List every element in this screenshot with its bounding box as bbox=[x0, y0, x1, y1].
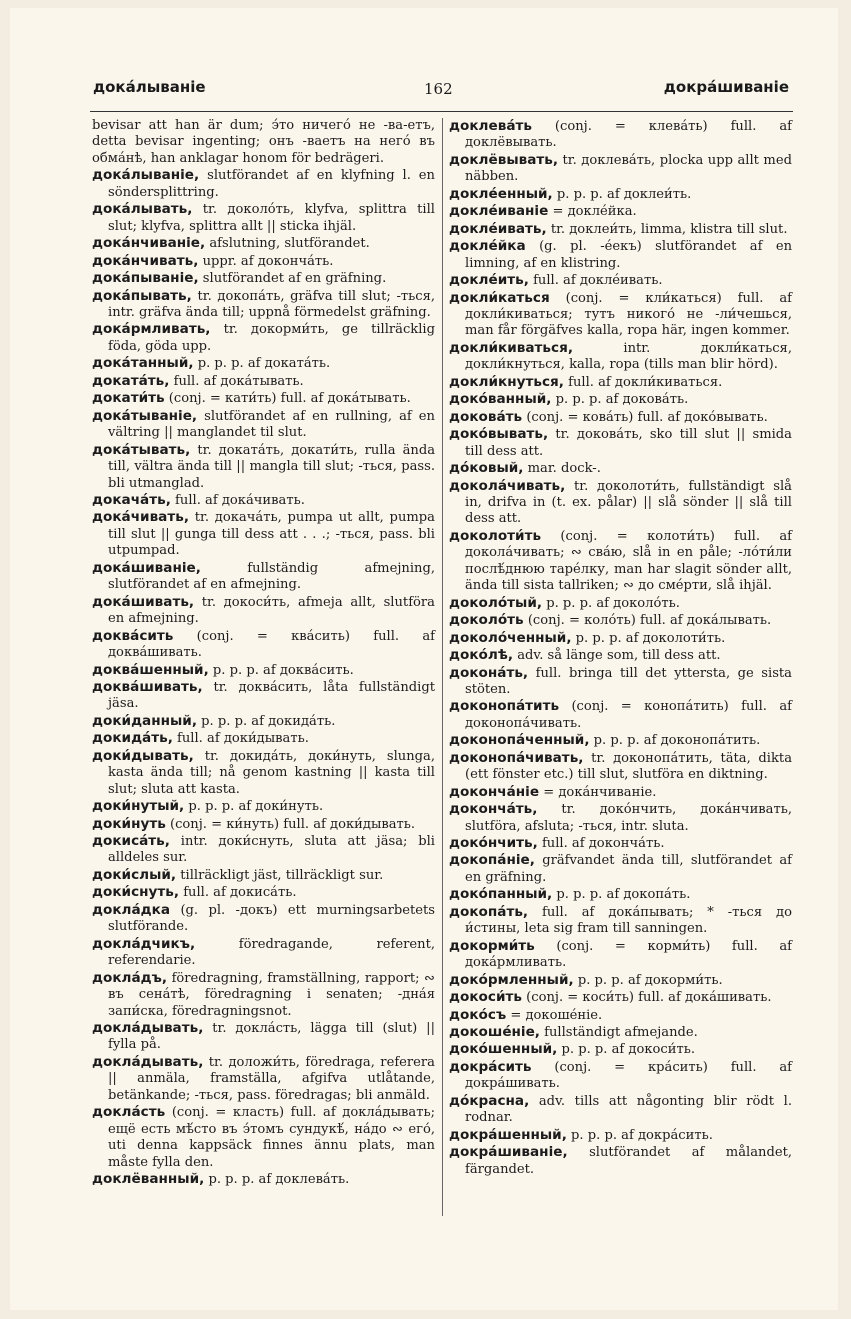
dictionary-entry bbox=[92, 798, 435, 815]
entry-definition: tr. докидáть, доки́нуть, slunga, kasta ända till; nå genom kastning || kasta till slut; sluta att kasta. bbox=[108, 748, 435, 797]
entry-headword: доклéенный, bbox=[449, 185, 553, 202]
entry-definition: full. af докáчивать. bbox=[175, 492, 305, 508]
dictionary-entry bbox=[449, 290, 792, 340]
entry-definition: tr. доклеи́ть, limma, klistra till slut. bbox=[550, 221, 788, 237]
entry-definition: slutförandet af en rullning, af en vältring || manglandet til slut. bbox=[108, 408, 435, 441]
entry-headword: докопáть, bbox=[449, 903, 529, 920]
entry-headword: доквáшивать, bbox=[92, 678, 203, 695]
dictionary-entry bbox=[449, 391, 792, 408]
entry-headword: доколóченный, bbox=[449, 629, 572, 646]
dictionary-entry bbox=[449, 647, 792, 664]
entry-headword: докоси́ть bbox=[449, 989, 522, 1006]
entry-headword: докáшиваніе, bbox=[92, 559, 201, 576]
dictionary-entry bbox=[449, 612, 792, 629]
entry-definition: full. af докли́киваться. bbox=[568, 374, 723, 390]
entry-headword: докóвывать, bbox=[449, 426, 549, 443]
entry-definition: p. p. p. af докоси́ть. bbox=[561, 1042, 696, 1058]
dictionary-entry bbox=[449, 835, 792, 852]
entry-headword: докóванный, bbox=[449, 391, 552, 408]
entry-headword: докрáшенный, bbox=[449, 1126, 567, 1143]
dictionary-entry bbox=[92, 816, 435, 833]
entry-headword: докопáніе, bbox=[449, 852, 535, 869]
entry-definition: (conj. = класть) full. af доклáдывать; ещё есть мѣ́сто въ э́томъ сундукѣ́, нáдо ∾ его́, uti denna kappsäck finnes ännu plats, man måste fylla den. bbox=[108, 1105, 435, 1170]
entry-definition: föredragning, framställning, rapport; ∾ въ сенáтѣ, föredragning i senaten; -днáя запи́ска, föredragningsnot. bbox=[108, 970, 435, 1019]
entry-definition: p. p. p. af докрáсить. bbox=[571, 1127, 713, 1143]
entry-headword: докóсъ bbox=[449, 1006, 507, 1023]
dictionary-entry bbox=[92, 713, 435, 730]
entry-headword: доковáть bbox=[449, 408, 523, 425]
entry-headword: доквáсить bbox=[92, 627, 174, 644]
entry-definition: tr. докоси́ть, afmeja allt, slutföra en afmejning. bbox=[108, 594, 435, 627]
entry-definition: full. bringa till det yttersta, ge sista stöten. bbox=[465, 665, 792, 697]
dictionary-entry bbox=[92, 408, 435, 442]
dictionary-entry bbox=[449, 152, 792, 186]
dictionary-entry bbox=[449, 665, 792, 699]
right-column bbox=[449, 118, 792, 1178]
entry-headword: докóлѣ, bbox=[449, 647, 514, 664]
entry-definition: slutförandet af en klyfning l. en söndersplittring. bbox=[108, 168, 435, 200]
dictionary-entry bbox=[92, 679, 435, 713]
entry-definition: (conj. = конопáтить) full. af доконопáчивать. bbox=[465, 699, 792, 731]
entry-definition: p. p. p. af докидáть. bbox=[201, 713, 336, 729]
entry-definition: tr. доложи́ть, föredraga, referera || anmäla, framställa, afgifva utlåtande, betänkande; -ться, pass. föredragas; bli anmäld. bbox=[108, 1054, 435, 1103]
entry-headword: докачáть, bbox=[92, 491, 171, 508]
entry-definition: (conj. = ковáть) full. af докóвывать. bbox=[526, 409, 768, 425]
entry-headword: докатáть, bbox=[92, 372, 170, 389]
entry-definition: (conj. = квáсить) full. af доквáшивать. bbox=[108, 628, 435, 661]
dictionary-entry bbox=[449, 886, 792, 903]
dictionary-entry bbox=[449, 238, 792, 272]
entry-headword: дóкрасна, bbox=[449, 1092, 530, 1109]
entry-headword: докáрмливать, bbox=[92, 321, 211, 338]
dictionary-entry bbox=[449, 186, 792, 203]
dictionary-entry bbox=[92, 1171, 435, 1188]
entry-headword: докрáшиваніе, bbox=[449, 1144, 568, 1161]
dictionary-entry bbox=[449, 972, 792, 989]
entry-definition: tr. докорми́ть, ge tillräcklig föda, göda upp. bbox=[108, 322, 435, 354]
entry-definition: (conj. = ки́нуть) full. af доки́дывать. bbox=[169, 816, 416, 832]
dictionary-entry bbox=[449, 1041, 792, 1058]
entry-definition: full. af докáпывать; * -ться до и́стины, leta sig fram till sanningen. bbox=[465, 904, 792, 937]
entry-headword: доки́снуть, bbox=[92, 884, 180, 901]
entry-headword: докончáть, bbox=[449, 801, 538, 818]
entry-definition: tr. доклевáть, plocka upp allt med näbben. bbox=[465, 152, 792, 185]
entry-definition: (conj. = кати́ть) full. af докáтывать. bbox=[168, 391, 411, 407]
dictionary-entry bbox=[92, 270, 435, 287]
entry-headword: доки́дывать, bbox=[92, 747, 194, 764]
entry-definition: full. af доклéивать. bbox=[533, 273, 663, 289]
entry-definition: fullständigt afmejande. bbox=[544, 1025, 698, 1041]
header-rule bbox=[90, 111, 793, 112]
dictionary-entry bbox=[449, 478, 792, 528]
entry-headword: докошéніе, bbox=[449, 1024, 540, 1041]
entry-definition: slutförandet af målandet, färgandet. bbox=[465, 1145, 792, 1177]
entry-definition: tr. докачáть, pumpa ut allt, pumpa till slut || gunga till dess att . . .; -ться, pass. bli utpumpad. bbox=[108, 510, 435, 559]
entry-definition: (g. pl. -докъ) ett murningsarbetets slutförande. bbox=[108, 902, 435, 935]
dictionary-entry bbox=[449, 1144, 792, 1178]
entry-headword: докли́киваться, bbox=[449, 339, 573, 356]
dictionary-entry bbox=[92, 833, 435, 867]
dictionary-entry bbox=[92, 662, 435, 679]
entry-headword: докóрмленный, bbox=[449, 971, 574, 988]
dictionary-entry bbox=[449, 528, 792, 595]
entry-headword: докáтывать, bbox=[92, 441, 191, 458]
entry-definition: slutförandet af en gräfning. bbox=[202, 271, 387, 287]
entry-headword: доклéйка bbox=[449, 238, 526, 255]
dictionary-entry bbox=[449, 938, 792, 972]
entry-headword: доклáдка bbox=[92, 901, 171, 918]
entry-definition: (conj. = крáсить) full. af докрáшивать. bbox=[465, 1059, 792, 1092]
dictionary-entry bbox=[449, 852, 792, 886]
entry-headword: докли́каться bbox=[449, 289, 550, 306]
entry-definition: tr. доконопáтить, täta, dikta (ett fönster etc.) till slut, slutföra en diktning. bbox=[465, 750, 792, 783]
dictionary-entry bbox=[449, 1093, 792, 1127]
dictionary-entry bbox=[92, 936, 435, 970]
entry-definition: p. p. p. af докатáть. bbox=[197, 356, 331, 372]
entry-headword: доконáть, bbox=[449, 664, 529, 681]
dictionary-entry bbox=[449, 1024, 792, 1041]
dictionary-entry bbox=[449, 732, 792, 749]
entry-definition: = доклéйка. bbox=[552, 204, 637, 220]
entry-headword: доконопáтить bbox=[449, 698, 560, 715]
entry-headword: докóшенный, bbox=[449, 1041, 558, 1058]
entry-definition: bevisar att han är dum; э́то ничегó не -ва-етъ, detta bevisar ingenting; онъ -ваетъ на негó въ обмáнѣ, han anklagar honom för bedrägeri. bbox=[92, 118, 435, 166]
dictionary-entry bbox=[92, 492, 435, 509]
dictionary-entry bbox=[449, 272, 792, 289]
entry-definition: tr. доковáть, sko till slut || smida till dess att. bbox=[465, 427, 792, 459]
dictionary-entry bbox=[92, 730, 435, 747]
dictionary-entry bbox=[92, 321, 435, 355]
dictionary-entry bbox=[92, 253, 435, 270]
dictionary-entry bbox=[92, 355, 435, 372]
entry-headword: докáпываніе, bbox=[92, 270, 199, 287]
entry-definition: intr. докли́каться, докли́кнуться, kalla, ropa (tills man blir hörd). bbox=[465, 340, 792, 373]
dictionary-entry bbox=[92, 748, 435, 798]
entry-definition: (g. pl. -éекъ) slutförandet af en limning, af en klistring. bbox=[465, 239, 793, 271]
entry-headword: доклéиваніе bbox=[449, 203, 549, 220]
entry-headword: доконопáчивать, bbox=[449, 749, 584, 766]
dictionary-entry bbox=[449, 1127, 792, 1144]
entry-definition: p. p. p. af докопáть. bbox=[556, 887, 691, 903]
entry-definition: p. p. p. af доколóть. bbox=[546, 595, 680, 611]
entry-headword: докáшивать, bbox=[92, 593, 195, 610]
entry-definition: p. p. p. af доклевáть. bbox=[208, 1172, 350, 1188]
dictionary-entry bbox=[449, 409, 792, 426]
entry-definition: tr. доколóть, klyfva, splittra till slut; klyfva, splittra allt || sticka ihjäl. bbox=[108, 202, 435, 234]
entry-headword: докáтанный, bbox=[92, 355, 194, 372]
dictionary-entry bbox=[449, 426, 792, 460]
entry-definition: (conj. = кли́каться) full. af докли́киваться; тутъ никогó не -ли́чешься, man får förgäfves kalla, ropa här, ingen kommer. bbox=[465, 290, 792, 339]
entry-definition: p. p. p. af доклеи́ть. bbox=[556, 186, 692, 202]
entry-definition: = докáнчиваніе. bbox=[543, 784, 657, 800]
entry-headword: доклáсть bbox=[92, 1104, 166, 1121]
dictionary-entry bbox=[92, 442, 435, 492]
entry-definition: (conj. = колóть) full. af докáлывать. bbox=[527, 613, 772, 629]
entry-definition: (conj. = колоти́ть) full. af доколáчивать; ∾ свáю, slå in en påle; -лóти́ли послѣ́днюю тарéлку, man har slagit sönder allt, ända till sista tallriken; ∾ до смéрти, slå ihjäl. bbox=[465, 528, 792, 594]
entry-headword: докидáть, bbox=[92, 730, 173, 747]
entry-headword: докáлывать, bbox=[92, 201, 193, 218]
entry-headword: доколоти́ть bbox=[449, 527, 542, 544]
entry-headword: доклевáть bbox=[449, 118, 532, 134]
dictionary-entry bbox=[92, 118, 435, 167]
entry-definition: p. p. p. af доки́нуть. bbox=[188, 799, 324, 815]
dictionary-entry bbox=[449, 904, 792, 938]
dictionary-entry bbox=[449, 784, 792, 801]
entry-definition: tr. доквáсить, låta fullständigt jäsa. bbox=[108, 679, 435, 712]
entry-definition: föredragande, referent, referendarie. bbox=[108, 936, 435, 969]
entry-headword: доклёвывать, bbox=[449, 151, 559, 168]
entry-definition: (conj. = клевáть) full. af доклёвывать. bbox=[465, 119, 792, 151]
entry-headword: докрáсить bbox=[449, 1058, 532, 1075]
entry-headword: докáпывать, bbox=[92, 287, 192, 304]
entry-definition: p. p. p. af доквáсить. bbox=[212, 662, 354, 678]
entry-definition: afslutning, slutförandet. bbox=[209, 236, 370, 252]
entry-headword: докáнчивать, bbox=[92, 252, 199, 269]
dictionary-entry bbox=[449, 221, 792, 238]
entry-definition: uppr. af докончáть. bbox=[202, 253, 334, 269]
entry-headword: доклáдчикъ, bbox=[92, 935, 196, 952]
dictionary-entry bbox=[449, 374, 792, 391]
entry-headword: доклéить, bbox=[449, 272, 529, 289]
dictionary-entry bbox=[92, 884, 435, 901]
dictionary-entry bbox=[92, 201, 435, 235]
entry-definition: (conj. = коси́ть) full. af докáшивать. bbox=[526, 990, 772, 1006]
entry-headword: доки́данный, bbox=[92, 712, 197, 729]
entry-definition: (conj. = корми́ть) full. af докáрмливать. bbox=[465, 938, 792, 971]
entry-headword: доклáдъ, bbox=[92, 969, 168, 986]
dictionary-entry bbox=[92, 1104, 435, 1171]
dictionary-entry bbox=[449, 203, 792, 220]
running-head-right: докрáшиваніе bbox=[663, 78, 789, 96]
dictionary-entry bbox=[92, 167, 435, 201]
entry-definition: = докошéніе. bbox=[510, 1007, 603, 1023]
dictionary-entry bbox=[92, 373, 435, 390]
entry-definition: full. af докончáть. bbox=[541, 836, 665, 852]
entry-headword: доклéивать, bbox=[449, 220, 547, 237]
dictionary-entry bbox=[449, 630, 792, 647]
dictionary-entry bbox=[92, 235, 435, 252]
dictionary-entry bbox=[449, 750, 792, 784]
entry-headword: докончáніе bbox=[449, 783, 540, 800]
entry-definition: full. af докисáть. bbox=[183, 885, 297, 901]
entry-headword: докáнчиваніе, bbox=[92, 235, 206, 252]
entry-definition: adv. så länge som, till dess att. bbox=[517, 648, 721, 664]
entry-definition: tr. доколоти́ть, fullständigt slå in, drifva in (t. ex. pålar) || slå sönder || slå till dess att. bbox=[465, 478, 792, 527]
dictionary-entry bbox=[449, 698, 792, 732]
entry-headword: докóпанный, bbox=[449, 886, 553, 903]
entry-headword: докáчивать, bbox=[92, 509, 189, 526]
entry-headword: доклёванный, bbox=[92, 1171, 205, 1188]
dictionary-entry bbox=[92, 509, 435, 559]
entry-headword: докóнчить, bbox=[449, 835, 538, 852]
dictionary-entry bbox=[449, 801, 792, 835]
entry-definition: full. af доки́дывать. bbox=[177, 731, 309, 747]
dictionary-entry bbox=[449, 1059, 792, 1093]
entry-headword: доки́слый, bbox=[92, 866, 177, 883]
dictionary-entry bbox=[449, 1007, 792, 1024]
page-number: 162 bbox=[424, 80, 453, 98]
dictionary-entry bbox=[92, 1054, 435, 1104]
entry-definition: intr. доки́снуть, sluta att jäsa; bli alldeles sur. bbox=[108, 834, 435, 866]
entry-definition: p. p. p. af доколоти́ть. bbox=[575, 630, 726, 646]
entry-headword: докáлываніе, bbox=[92, 167, 200, 184]
dictionary-entry bbox=[92, 867, 435, 884]
entry-headword: доколóтый, bbox=[449, 594, 543, 611]
entry-headword: доколáчивать, bbox=[449, 477, 566, 494]
entry-definition: tr. докóнчить, докáнчивать, slutföra, afsluta; -ться, intr. sluta. bbox=[465, 802, 793, 834]
entry-headword: докати́ть bbox=[92, 390, 165, 407]
entry-definition: tr. докатáть, докати́ть, rulla ända till, vältra ända till || mangla till slut; -ться, pass. bli utmanglad. bbox=[108, 442, 436, 491]
left-column bbox=[92, 118, 435, 1189]
dictionary-entry bbox=[92, 1020, 435, 1054]
dictionary-entry bbox=[92, 970, 435, 1020]
dictionary-entry bbox=[449, 118, 792, 152]
dictionary-entry bbox=[92, 902, 435, 936]
entry-headword: доки́нутый, bbox=[92, 798, 185, 815]
entry-definition: tr. докопáть, gräfva till slut; -ться, intr. gräfva ända till; uppnå förmedelst gräfning. bbox=[108, 288, 435, 320]
entry-definition: full. af докáтывать. bbox=[173, 373, 304, 389]
entry-definition: adv. tills att någonting blir rödt l. rodnar. bbox=[465, 1093, 792, 1126]
dictionary-entry bbox=[449, 340, 792, 374]
entry-headword: докисáть, bbox=[92, 833, 170, 850]
running-head-left: докáлываніе bbox=[93, 78, 206, 96]
entry-definition: p. p. p. af доконопáтить. bbox=[593, 733, 761, 749]
entry-headword: докáтываніе, bbox=[92, 407, 198, 424]
entry-definition: mar. dock-. bbox=[527, 461, 601, 477]
entry-headword: докорми́ть bbox=[449, 937, 535, 954]
entry-definition: gräfvandet ända till, slutförandet af en gräfning. bbox=[465, 853, 792, 885]
entry-headword: доконопáченный, bbox=[449, 732, 590, 749]
column-divider bbox=[442, 118, 443, 1216]
entry-definition: p. p. p. af доковáть. bbox=[555, 392, 689, 408]
entry-headword: доки́нуть bbox=[92, 815, 166, 832]
dictionary-entry bbox=[449, 460, 792, 477]
dictionary-entry bbox=[92, 594, 435, 628]
dictionary-entry bbox=[92, 560, 435, 594]
entry-definition: tillräckligt jäst, tillräckligt sur. bbox=[180, 867, 384, 883]
entry-definition: p. p. p. af докорми́ть. bbox=[577, 972, 723, 988]
entry-headword: докли́кнуться, bbox=[449, 373, 564, 390]
entry-definition: fullständig afmejning, slutförandet af en afmejning. bbox=[108, 560, 435, 593]
dictionary-entry bbox=[92, 288, 435, 322]
entry-definition: tr. доклáсть, lägga till (slut) || fylla på. bbox=[108, 1021, 435, 1053]
dictionary-entry bbox=[92, 628, 435, 662]
entry-headword: доклáдывать, bbox=[92, 1020, 204, 1037]
dictionary-entry bbox=[92, 390, 435, 407]
dictionary-entry bbox=[449, 595, 792, 612]
entry-headword: доквáшенный, bbox=[92, 661, 209, 678]
dictionary-entry bbox=[449, 989, 792, 1006]
entry-headword: дóковый, bbox=[449, 460, 524, 477]
entry-headword: доколóть bbox=[449, 612, 524, 629]
entry-headword: доклáдывать, bbox=[92, 1053, 204, 1070]
